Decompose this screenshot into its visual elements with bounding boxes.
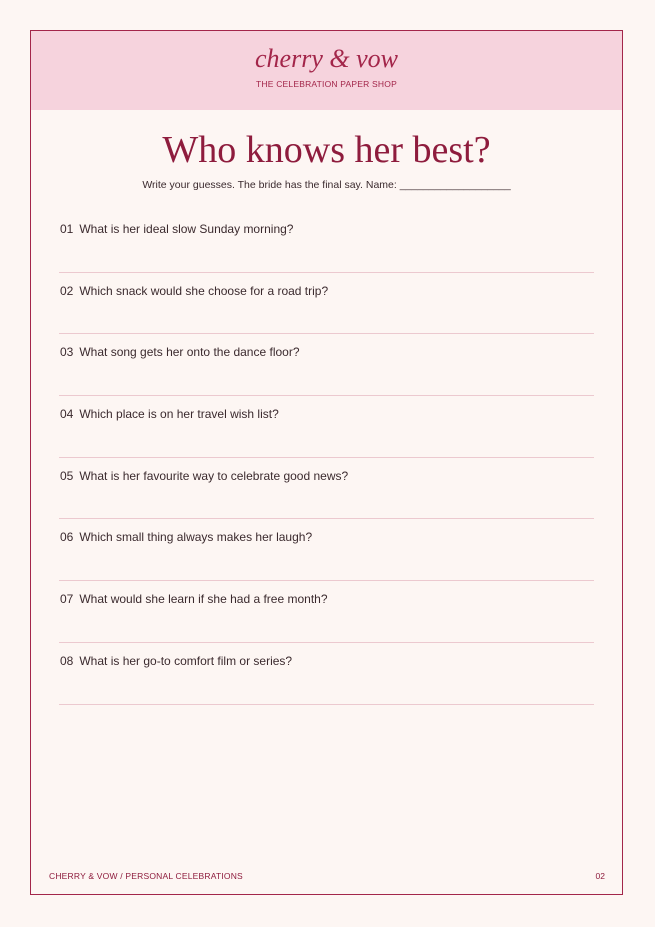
instructions-text: Write your guesses. The bride has the final say. Name: ___________________ — [142, 179, 511, 191]
question-text: Which small thing always makes her laugh? — [79, 530, 313, 545]
question-text: What would she learn if she had a free month? — [79, 592, 328, 607]
question-item — [59, 458, 594, 520]
page-frame — [30, 30, 623, 895]
question-item — [59, 519, 594, 581]
question-list — [59, 211, 594, 705]
brand-name: cherry & vow — [255, 44, 398, 73]
question-number: 05 — [60, 468, 74, 483]
question-item — [59, 396, 594, 458]
question-text: What is her favourite way to celebrate good news? — [79, 468, 349, 483]
question-number: 01 — [60, 222, 74, 236]
question-item — [59, 581, 594, 643]
page-number: 02 — [595, 871, 605, 881]
brand-tagline: THE CELEBRATION PAPER SHOP — [256, 79, 397, 89]
page-title: Who knows her best? — [162, 129, 491, 171]
question-number: 07 — [60, 592, 74, 607]
question-text: What song gets her onto the dance floor? — [79, 345, 300, 360]
question-item — [59, 211, 594, 273]
header-band — [31, 31, 622, 110]
question-number: 02 — [60, 283, 74, 298]
footer-label: CHERRY & VOW / PERSONAL CELEBRATIONS — [49, 871, 243, 881]
question-item — [59, 273, 594, 335]
question-text: What is her ideal slow Sunday morning? — [79, 222, 294, 236]
question-number: 04 — [60, 407, 74, 422]
question-text: Which snack would she choose for a road trip? — [79, 283, 329, 298]
question-item — [59, 334, 594, 396]
question-number: 06 — [60, 530, 74, 545]
question-number: 08 — [60, 653, 74, 668]
question-text: Which place is on her travel wish list? — [79, 407, 279, 422]
question-number: 03 — [60, 345, 74, 360]
question-text: What is her go-to comfort film or series? — [79, 653, 293, 668]
question-item — [59, 643, 594, 705]
